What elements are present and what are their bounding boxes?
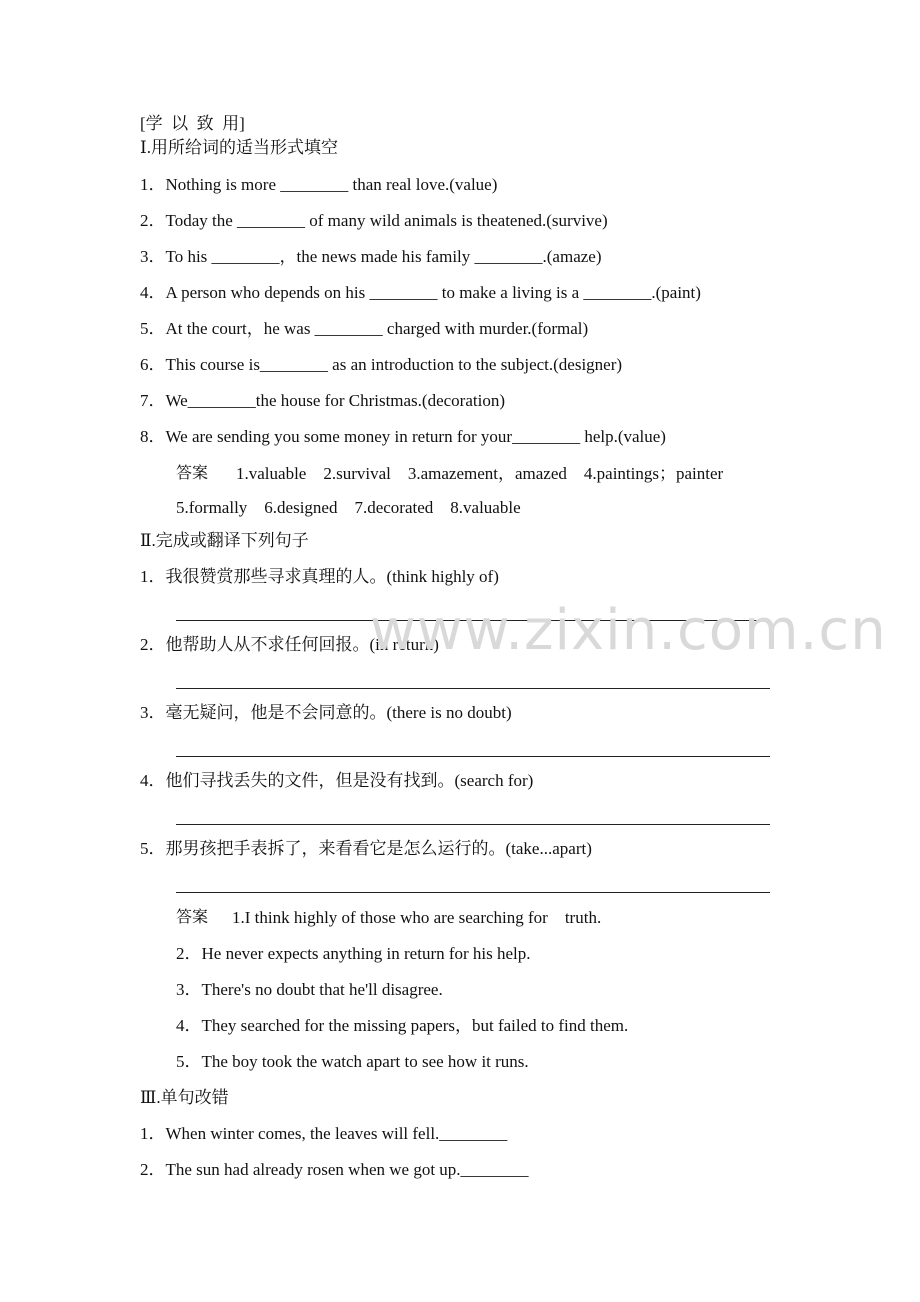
section3-title: Ⅲ.单句改错 bbox=[140, 1088, 229, 1107]
s1-item-8: 8．We are sending you some money in return for your________ help.(value) bbox=[140, 427, 666, 446]
s2-item-5: 5．那男孩把手表拆了，来看看它是怎么运行的。(take...apart) bbox=[140, 839, 592, 858]
s2-answer-line-5 bbox=[176, 892, 770, 893]
s2-answer-2: 2．He never expects anything in return for his help. bbox=[176, 944, 531, 963]
s2-item-4: 4．他们寻找丢失的文件，但是没有找到。(search for) bbox=[140, 771, 534, 790]
s1-item-3: 3．To his ________，the news made his family ________.(amaze) bbox=[140, 247, 602, 266]
s1-item-1: 1．Nothing is more ________ than real love.(value) bbox=[140, 175, 498, 194]
s2-answer-line-2 bbox=[176, 688, 770, 689]
section-header-label: [学 以 致 用] bbox=[140, 114, 245, 133]
s1-item-2: 2．Today the ________ of many wild animals is theatened.(survive) bbox=[140, 211, 608, 230]
s1-item-5: 5．At the court，he was ________ charged with murder.(formal) bbox=[140, 319, 589, 338]
s2-item-1: 1．我很赞赏那些寻求真理的人。(think highly of) bbox=[140, 567, 499, 586]
s2-answer-4: 4．They searched for the missing papers，but failed to find them. bbox=[176, 1016, 629, 1035]
s1-item-7: 7．We________the house for Christmas.(decoration) bbox=[140, 391, 505, 410]
section2-title: Ⅱ.完成或翻译下列句子 bbox=[140, 531, 309, 550]
s2-answer-line-4 bbox=[176, 824, 770, 825]
s1-answer-label: 答案 bbox=[176, 463, 209, 482]
s1-item-6: 6．This course is________ as an introduction to the subject.(designer) bbox=[140, 355, 623, 374]
s2-answer-5: 5．The boy took the watch apart to see how it runs. bbox=[176, 1052, 529, 1071]
s3-item-1: 1．When winter comes, the leaves will fell.________ bbox=[140, 1124, 508, 1143]
s1-answer-line-2: 5.formally 6.designed 7.decorated 8.valuable bbox=[176, 498, 521, 517]
s2-answer-1: 1.I think highly of those who are searching for truth. bbox=[232, 908, 602, 927]
s1-answer-line-1: 1.valuable 2.survival 3.amazement，amazed 4.paintings；painter bbox=[236, 464, 724, 483]
section1-title: Ⅰ.用所给词的适当形式填空 bbox=[140, 138, 338, 157]
s1-item-4: 4．A person who depends on his ________ to make a living is a ________.(paint) bbox=[140, 283, 701, 302]
s2-answer-3: 3．There's no doubt that he'll disagree. bbox=[176, 980, 443, 999]
watermark-text: www.zixin.com.cn bbox=[370, 598, 887, 663]
s3-item-2: 2．The sun had already rosen when we got up.________ bbox=[140, 1160, 529, 1179]
s2-item-2: 2．他帮助人从不求任何回报。(in return) bbox=[140, 635, 439, 654]
s2-item-3: 3．毫无疑问，他是不会同意的。(there is no doubt) bbox=[140, 703, 512, 722]
s2-answer-line-3 bbox=[176, 756, 770, 757]
s2-answer-label: 答案 bbox=[176, 907, 209, 926]
